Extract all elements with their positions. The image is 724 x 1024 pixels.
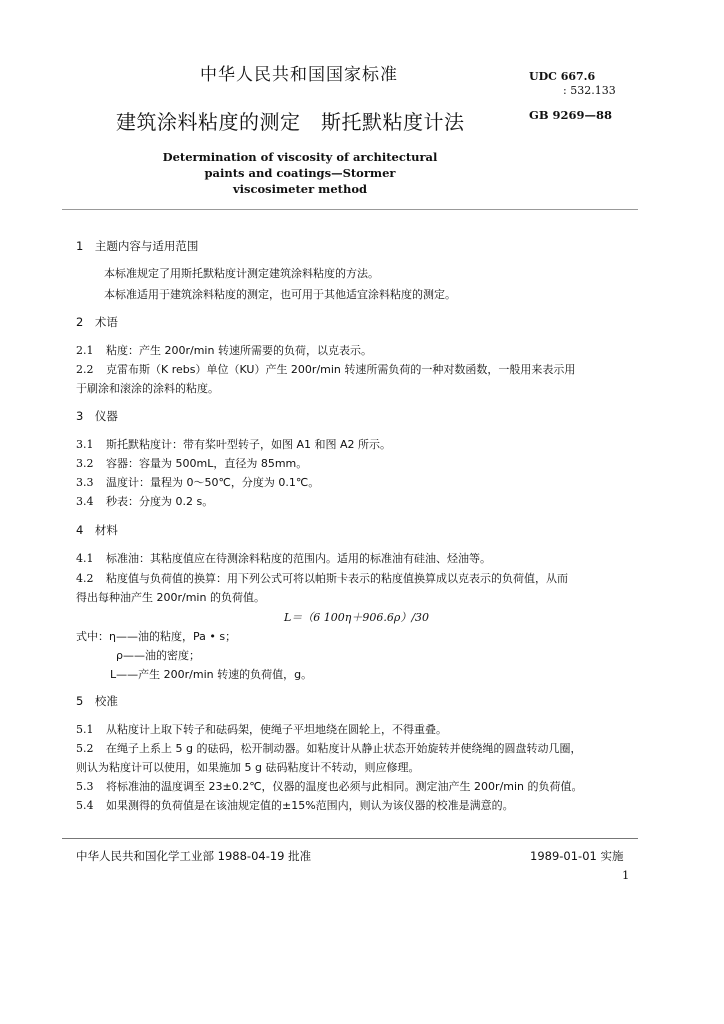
clause-number: 3.2 bbox=[76, 457, 94, 470]
clause-4-1 bbox=[76, 550, 491, 566]
section-2-heading: 2 术语 bbox=[76, 315, 118, 329]
clause-3-1 bbox=[76, 436, 391, 452]
clause-text: 将标准油的温度调至 23±0.2℃，仪器的温度也必须与此相同。测定油产生 200r/min 的负荷值。 bbox=[106, 780, 583, 793]
clause-text: 从粘度计上取下转子和砝码架，使绳子平坦地绕在圆轮上，不得重叠。 bbox=[106, 723, 447, 736]
section-1-paragraph-1: 本标准规定了用斯托默粘度计测定建筑涂料粘度的方法。 bbox=[104, 267, 379, 280]
clause-text: 在绳子上系上 5 g 的砝码，松开制动器。如粘度计从静止状态开始旋转并使绕绳的圆盘转动几圈， bbox=[106, 742, 582, 755]
footer-divider bbox=[62, 838, 638, 839]
formula-where-line-1: 式中：η——油的粘度，Pa • s； bbox=[76, 630, 237, 643]
clause-text: 标准油：其粘度值应在待测涂料粘度的范围内。适用的标准油有硅油、烃油等。 bbox=[106, 552, 491, 565]
clause-number: 4.2 bbox=[76, 572, 94, 585]
clause-2-2-continued: 于刷涂和滚涂的涂料的粘度。 bbox=[76, 382, 219, 395]
clause-2-1 bbox=[76, 342, 372, 358]
clause-number: 3.4 bbox=[76, 495, 94, 508]
clause-number: 5.1 bbox=[76, 723, 94, 736]
effective-date: 1989-01-01 实施 bbox=[530, 849, 624, 863]
clause-number: 5.3 bbox=[76, 780, 94, 793]
clause-3-2 bbox=[76, 455, 307, 471]
clause-number: 4.1 bbox=[76, 552, 94, 565]
clause-number: 5.4 bbox=[76, 799, 94, 812]
clause-text: 容器：容量为 500mL，直径为 85mm。 bbox=[106, 457, 308, 470]
gb-standard-number: GB 9269—88 bbox=[529, 108, 613, 122]
approval-statement: 中华人民共和国化学工业部 1988-04-19 批准 bbox=[76, 849, 312, 863]
clause-text: 秒表：分度为 0.2 s。 bbox=[106, 495, 214, 508]
clause-text: 温度计：量程为 0～50℃，分度为 0.1℃。 bbox=[106, 476, 320, 489]
clause-text: 粘度：产生 200r/min 转速所需要的负荷，以克表示。 bbox=[106, 344, 372, 357]
clause-text: 如果测得的负荷值是在该油规定值的±15%范围内，则认为该仪器的校准是满意的。 bbox=[106, 799, 514, 812]
viscosity-conversion-formula: L＝（6 100η＋906.6ρ）/30 bbox=[284, 611, 430, 624]
issuing-authority: 中华人民共和国国家标准 bbox=[200, 65, 398, 85]
formula-where-line-2: ρ——油的密度； bbox=[116, 649, 200, 662]
page-number: 1 bbox=[622, 868, 630, 882]
document-title-en-line2: paints and coatings—Stormer bbox=[204, 166, 396, 180]
clause-number: 3.1 bbox=[76, 438, 94, 451]
clause-number: 2.1 bbox=[76, 344, 94, 357]
clause-text: 粘度值与负荷值的换算：用下列公式可将以帕斯卡表示的粘度值换算成以克表示的负荷值，从而 bbox=[106, 572, 568, 585]
clause-3-3 bbox=[76, 474, 319, 490]
udc-code-line1: UDC 667.6 bbox=[529, 70, 596, 83]
clause-5-2-continued: 则认为粘度计可以使用，如果施加 5 g 砝码粘度计不转动，则应修理。 bbox=[76, 761, 420, 774]
document-title-en-line1: Determination of viscosity of architectural bbox=[162, 150, 438, 164]
section-1-heading: 1 主题内容与适用范围 bbox=[76, 239, 199, 253]
document-title-cn: 建筑涂料粘度的测定 斯托默粘度计法 bbox=[116, 110, 465, 134]
formula-where-line-3: L——产生 200r/min 转速的负荷值，g。 bbox=[110, 668, 313, 681]
clause-text: 斯托默粘度计：带有桨叶型转子，如图 A1 和图 A2 所示。 bbox=[106, 438, 392, 451]
clause-5-1 bbox=[76, 721, 447, 737]
clause-number: 5.2 bbox=[76, 742, 94, 755]
clause-number: 3.3 bbox=[76, 476, 94, 489]
clause-5-3 bbox=[76, 778, 583, 794]
section-3-heading: 3 仪器 bbox=[76, 409, 118, 423]
udc-code-line2: : 532.133 bbox=[563, 84, 616, 97]
document-title-en-line3: viscosimeter method bbox=[232, 182, 368, 196]
section-1-paragraph-2: 本标准适用于建筑涂料粘度的测定，也可用于其他适宜涂料粘度的测定。 bbox=[104, 288, 456, 301]
clause-4-2 bbox=[76, 570, 568, 586]
clause-5-4 bbox=[76, 797, 514, 813]
clause-number: 2.2 bbox=[76, 363, 94, 376]
header-divider bbox=[62, 209, 638, 210]
clause-4-2-continued: 得出每种油产生 200r/min 的负荷值。 bbox=[76, 591, 265, 604]
section-5-heading: 5 校准 bbox=[76, 694, 118, 708]
clause-3-4 bbox=[76, 493, 213, 509]
clause-2-2 bbox=[76, 361, 575, 377]
clause-5-2 bbox=[76, 740, 581, 756]
section-4-heading: 4 材料 bbox=[76, 523, 118, 537]
clause-text: 克雷布斯（K rebs）单位（KU）产生 200r/min 转速所需负荷的一种对数函数，一般用来表示用 bbox=[106, 363, 576, 376]
